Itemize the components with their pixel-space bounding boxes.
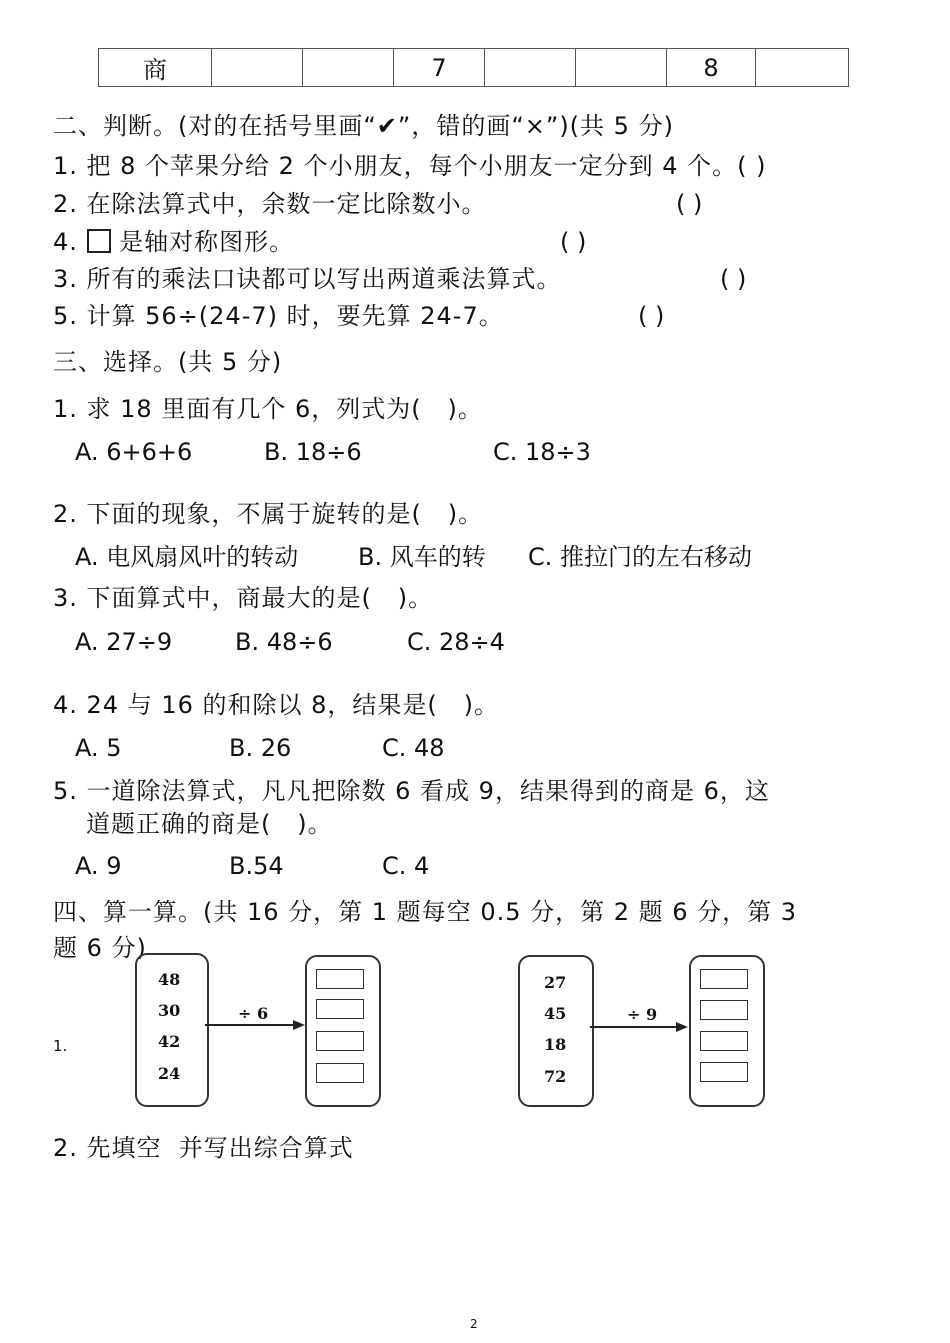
choice-q4: 4. 24 与 16 的和除以 8，结果是( )。 (53, 691, 500, 719)
choice-q5-opt-b: B.54 (229, 852, 284, 880)
judge-item-4-text: 是轴对称图形。 (119, 228, 295, 256)
input-number: 30 (158, 1001, 181, 1020)
input-number: 42 (158, 1032, 181, 1051)
table-row-label: 商 (99, 49, 212, 87)
choice-q5-line2: 道题正确的商是( )。 (86, 810, 333, 838)
choice-q3-opt-b: B. 48÷6 (235, 628, 333, 656)
input-number: 27 (544, 973, 567, 992)
answer-slot[interactable] (316, 999, 364, 1019)
input-number: 72 (544, 1067, 567, 1086)
judge-item-4-number: 4. (53, 228, 78, 256)
choice-q2-opt-a: A. 电风扇风叶的转动 (75, 543, 299, 571)
choice-q5-opt-c: C. 4 (382, 852, 430, 880)
answer-slot[interactable] (700, 1031, 748, 1051)
judge-item-2: 2. 在除法算式中，余数一定比除数小。 (53, 190, 487, 218)
choice-q1-opt-c: C. 18÷3 (493, 438, 591, 466)
choice-q5-opt-a: A. 9 (75, 852, 122, 880)
table-cell (576, 49, 667, 87)
choice-q2-opt-c: C. 推拉门的左右移动 (528, 543, 753, 571)
table-cell: 8 (667, 49, 756, 87)
input-number: 45 (544, 1004, 567, 1023)
choice-q1-opt-a: A. 6+6+6 (75, 438, 193, 466)
judge-paren-4: ( ) (560, 228, 587, 256)
input-number: 18 (544, 1035, 567, 1054)
arrow-right-icon (205, 1018, 305, 1032)
choice-q4-opt-b: B. 26 (229, 734, 292, 762)
input-number: 24 (158, 1064, 181, 1083)
answer-slot[interactable] (700, 1000, 748, 1020)
square-icon (87, 229, 111, 253)
arrow-right-icon (590, 1020, 690, 1034)
quotient-table (98, 48, 849, 87)
judge-item-4 (53, 226, 294, 258)
judge-item-5: 5. 计算 56÷(24-7) 时，要先算 24-7。 (53, 302, 504, 330)
table-cell (756, 49, 849, 87)
section3-heading: 三、选择。(共 5 分) (53, 348, 283, 376)
page-number: 2 (470, 1317, 478, 1331)
choice-q3-opt-c: C. 28÷4 (407, 628, 505, 656)
judge-paren-3: ( ) (720, 265, 747, 293)
answer-slot[interactable] (316, 1063, 364, 1083)
choice-q3: 3. 下面算式中，商最大的是( )。 (53, 584, 434, 612)
table-cell: 7 (394, 49, 485, 87)
operator-label: ÷ 9 (627, 1005, 658, 1024)
answer-slot[interactable] (316, 969, 364, 989)
judge-item-3: 3. 所有的乘法口诀都可以写出两道乘法算式。 (53, 265, 562, 293)
judge-paren-5: ( ) (638, 302, 665, 330)
section2-heading: 二、判断。(对的在括号里画“✔”，错的画“×”)(共 5 分) (53, 112, 674, 140)
operator-label: ÷ 6 (238, 1004, 269, 1023)
choice-q2-opt-b: B. 风车的转 (358, 543, 486, 571)
choice-q3-opt-a: A. 27÷9 (75, 628, 173, 656)
answer-slot[interactable] (316, 1031, 364, 1051)
input-number: 48 (158, 970, 181, 989)
judge-item-1: 1. 把 8 个苹果分给 2 个小朋友，每个小朋友一定分到 4 个。( ) (53, 152, 767, 180)
choice-q2: 2. 下面的现象，不属于旋转的是( )。 (53, 500, 484, 528)
table-cell (303, 49, 394, 87)
answer-slot[interactable] (700, 1062, 748, 1082)
choice-q5-line1: 5. 一道除法算式，凡凡把除数 6 看成 9，结果得到的商是 6，这 (53, 777, 770, 805)
section4-heading-line1: 四、算一算。(共 16 分，第 1 题每空 0.5 分，第 2 题 6 分，第 3 (53, 898, 798, 926)
table-cell (485, 49, 576, 87)
section4-heading-line2: 题 6 分) (53, 934, 147, 962)
calc-q2: 2. 先填空 并写出综合算式 (53, 1134, 354, 1162)
q1-label: 1. (53, 1037, 68, 1055)
choice-q4-opt-a: A. 5 (75, 734, 122, 762)
choice-q1: 1. 求 18 里面有几个 6，列式为( )。 (53, 395, 483, 423)
choice-q4-opt-c: C. 48 (382, 734, 445, 762)
judge-paren-2: ( ) (676, 190, 703, 218)
choice-q1-opt-b: B. 18÷6 (264, 438, 362, 466)
answer-slot[interactable] (700, 969, 748, 989)
table-cell (212, 49, 303, 87)
